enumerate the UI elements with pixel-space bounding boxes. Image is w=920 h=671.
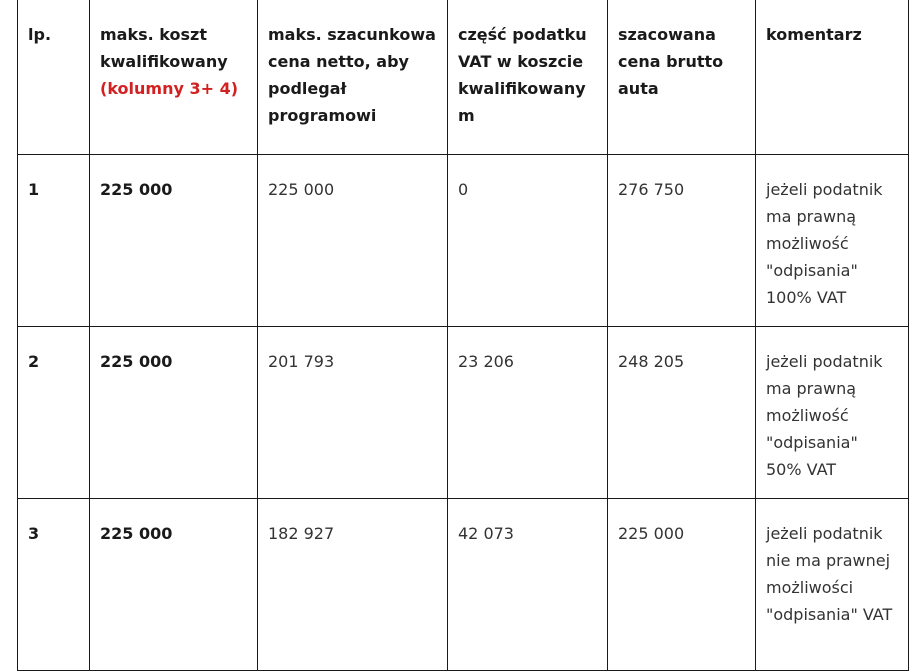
vehicle-cost-table-container [17, 0, 909, 671]
table-body [18, 154, 909, 670]
header-row [18, 0, 909, 154]
header-vat-part-label: część podatku VAT w koszcie kwalifikowanym [458, 25, 587, 125]
table-row [18, 498, 909, 670]
header-net-price-label: maks. szacunkowa cena netto, aby podlegał programowi [268, 25, 436, 125]
cell-lp: 1 [18, 154, 90, 326]
cell-vat-part: 23 206 [448, 326, 608, 498]
cell-lp: 3 [18, 498, 90, 670]
header-max-cost [90, 0, 258, 154]
header-max-cost-note: (kolumny 3+ 4) [100, 79, 239, 98]
header-gross-price-label: szacowana cena brutto auta [618, 25, 724, 98]
cell-gross-price: 276 750 [608, 154, 756, 326]
cell-gross-price: 225 000 [608, 498, 756, 670]
cell-vat-part: 0 [448, 154, 608, 326]
cell-vat-part: 42 073 [448, 498, 608, 670]
cell-max-cost: 225 000 [90, 154, 258, 326]
cell-net-price: 182 927 [258, 498, 448, 670]
header-lp [18, 0, 90, 154]
vehicle-cost-table [17, 0, 909, 671]
cell-lp: 2 [18, 326, 90, 498]
header-comment-label: komentarz [766, 25, 862, 44]
cell-net-price: 201 793 [258, 326, 448, 498]
cell-comment: jeżeli podatnik ma prawną możliwość "odpisania" 100% VAT [756, 154, 909, 326]
cell-comment: jeżeli podatnik ma prawną możliwość "odpisania" 50% VAT [756, 326, 909, 498]
header-comment [756, 0, 909, 154]
table-row [18, 154, 909, 326]
cell-max-cost: 225 000 [90, 326, 258, 498]
header-gross-price [608, 0, 756, 154]
header-lp-label: lp. [28, 25, 52, 44]
cell-max-cost: 225 000 [90, 498, 258, 670]
cell-gross-price: 248 205 [608, 326, 756, 498]
header-max-cost-label: maks. koszt kwalifikowany [100, 25, 228, 71]
table-header [18, 0, 909, 154]
cell-comment: jeżeli podatnik nie ma prawnej możliwości "odpisania" VAT [756, 498, 909, 670]
header-vat-part [448, 0, 608, 154]
cell-net-price: 225 000 [258, 154, 448, 326]
table-row [18, 326, 909, 498]
header-net-price [258, 0, 448, 154]
